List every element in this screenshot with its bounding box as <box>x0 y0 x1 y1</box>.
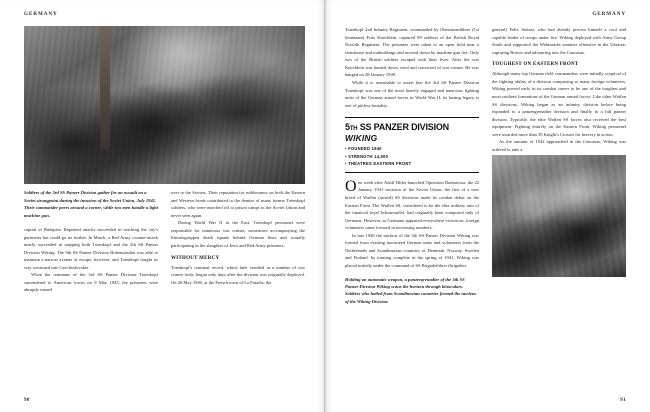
bullet-icon: • <box>345 146 347 152</box>
left-page-column-1 <box>24 189 158 294</box>
body-paragraph: over to the Soviets. Their reputation for ruthlessness on both the Eastern and Western fronts contributed to the demise of many former Totenkopf soldiers, who were marched off to prison camps in the Soviet Union and never seen again. <box>171 190 305 218</box>
division-fact-text: STRENGTH 14,500 <box>348 153 389 159</box>
body-paragraph: While it is reasonable to assert that the 3rd SS Panzer Division Totenkopf was one of the most heavily engaged and tenacious fighting units of the German armed forces in World War II, its lasting legacy is one of pitiless brutality. <box>345 80 479 108</box>
right-page-columns <box>345 26 626 312</box>
body-paragraph: Although many top German field commanders were initially sceptical of the fighting ability of a division comprising so many foreign volunteers, Wiking proved early in its combat career to be one of the toughest and most resilient formations of the German armed forces. Like other Waffen SS divisions, Wiking began as an infantry division before being expanded to a panzergrenadier division and finally to a full panzer division. Typically, the elite Waffen SS forces also received the best equipment. Fighting entirely on the Eastern Front, Wiking personnel were awarded more than 50 Knight's Crosses for bravery in action. <box>492 71 626 137</box>
drop-cap-letter: O <box>345 177 357 195</box>
body-paragraph: In late 1940 the nucleus of the 5th SS Panzer Division Wiking was formed from existing motorized German units and volunteers from the Netherlands and Scandinavian countries of Denmark, Norway, Sweden and Finland. Its training complete in the spring of 1941, Wiking was placed initially under the command of SS Brigadeführer (brigadier <box>345 232 479 268</box>
body-paragraph: general) Felix Steiner, who had already proven himself a cool and capable leader of troops under fire. Wiking deployed with Army Group South and supported the Wehrmacht summer offensive in the Ukraine, capturing Rostov and advancing into the Caucasus. <box>492 27 626 55</box>
body-paragraph: capital of Budapest. Repeated attacks succeeded in reaching the city's perimeter but could go no further. In March, a Red Army counter-attack nearly succeeded in trapping both Totenkopf and the 5th SS Panzer Division Wiking. The 9th SS Panzer Division Hohenstaufen was able to maintain a narrow avenue of escape, however, and Totenkopf fought its way westward into Czechoslovakia. <box>24 226 158 270</box>
body-paragraph: During World War II in the East, Totenkopf personnel were responsible for numerous war crimes, sometimes accompanying the Einsatzgruppen death squads behind German lines and actually participating in the slaughter of Jews and Red Army prisoners. <box>171 220 305 249</box>
running-head-left: GERMANY <box>24 11 58 17</box>
division-nickname: WIKING <box>345 132 378 143</box>
right-page-column-2 <box>492 26 626 312</box>
division-info-box <box>345 117 479 173</box>
body-paragraph: Totenkopf's criminal record, which later resulted in a number of war crimes trials, began only days after the division was originally deployed. On 26 May 1940, at the French town of La Paradis, the <box>171 264 305 285</box>
bullet-icon: • <box>345 153 347 159</box>
panzergrenadier-binoculars-photo <box>492 155 626 277</box>
right-page <box>325 0 650 412</box>
division-fact-strength <box>345 153 479 160</box>
spread-gutter <box>324 0 326 412</box>
drop-cap-paragraph <box>345 179 479 232</box>
running-head-right: GERMANY <box>592 11 626 17</box>
body-paragraph: Totenkopf 2nd Infantry Regiment, commanded by Obersturmführer (1st lieutenant) Fritz Knöchlein, captured 99 soldiers of the British Royal Norfolk Regiment. The prisoners were taken to an open field near a farmhouse and outbuildings and mowed down by machine gun fire. Only two of the British soldiers escaped with their lives. After the war Knöchlein was hunted down, tried and convicted of war crimes. He was hanged on 28 January 1949. <box>345 27 479 78</box>
page-number-left: 90 <box>24 398 30 403</box>
division-fact-theatres <box>345 160 479 167</box>
bullet-icon: • <box>345 160 347 166</box>
section-subhead: TOUGHEST ON EASTERN FRONT <box>492 62 579 68</box>
left-page-columns <box>24 189 305 294</box>
right-page-column-1 <box>345 26 479 312</box>
photo-caption: Holding an automatic weapon, a panzergrenadier of the 5th SS Panzer Division Wiking scans the horizon through binoculars. Soldiers who hailed from Scandinavian countries formed the nucleus of the Wiking Division. <box>345 276 477 304</box>
left-page-column-2 <box>171 189 305 294</box>
page-number-right: 91 <box>620 398 626 403</box>
ss-soldiers-machine-gun-photo <box>24 26 305 184</box>
division-number: 5 <box>345 122 350 133</box>
division-fact-founded <box>345 145 479 152</box>
body-paragraph: When the remnants of the 3rd SS Panzer Division Totenkopf surrendered to American forces on 9 May 1945, the prisoners were abruptly turned <box>24 272 158 293</box>
division-fact-text: FOUNDED 1940 <box>348 146 382 152</box>
body-paragraph: As the autumn of 1942 approached in the Caucasus, Wiking was ordered to take a <box>492 139 626 152</box>
photo-caption: Soldiers of the 3rd SS Panzer Division gather for an assault on a Soviet strongpoint during the invasion of the Soviet Union, July 1941. Their commander peers around a corner, while two men handle a light machine gun. <box>24 190 158 218</box>
section-subhead: WITHOUT MERCY <box>171 255 220 261</box>
division-ordinal: TH <box>349 126 358 133</box>
division-title-rest: SS PANZER DIVISION <box>357 122 449 133</box>
division-fact-text: THEATRES EASTERN FRONT <box>348 160 412 166</box>
drop-cap-text: ne week after Adolf Hitler launched Operation Barbarossa, the 22 January 1941 invasion of the Soviet Union, the first of a new breed of Waffen (armed) SS divisions made its combat debut on the Eastern Front. The Waffen SS, considered to be the elite military arm of the fanatical loyal Schutzstaffel, had originally been composed only of Germans. However, as Germany appeared everywhere victorious, foreign volunteers came forward in increasing numbers. <box>345 179 479 231</box>
division-fact-list <box>345 145 479 166</box>
division-info-title <box>345 123 479 132</box>
